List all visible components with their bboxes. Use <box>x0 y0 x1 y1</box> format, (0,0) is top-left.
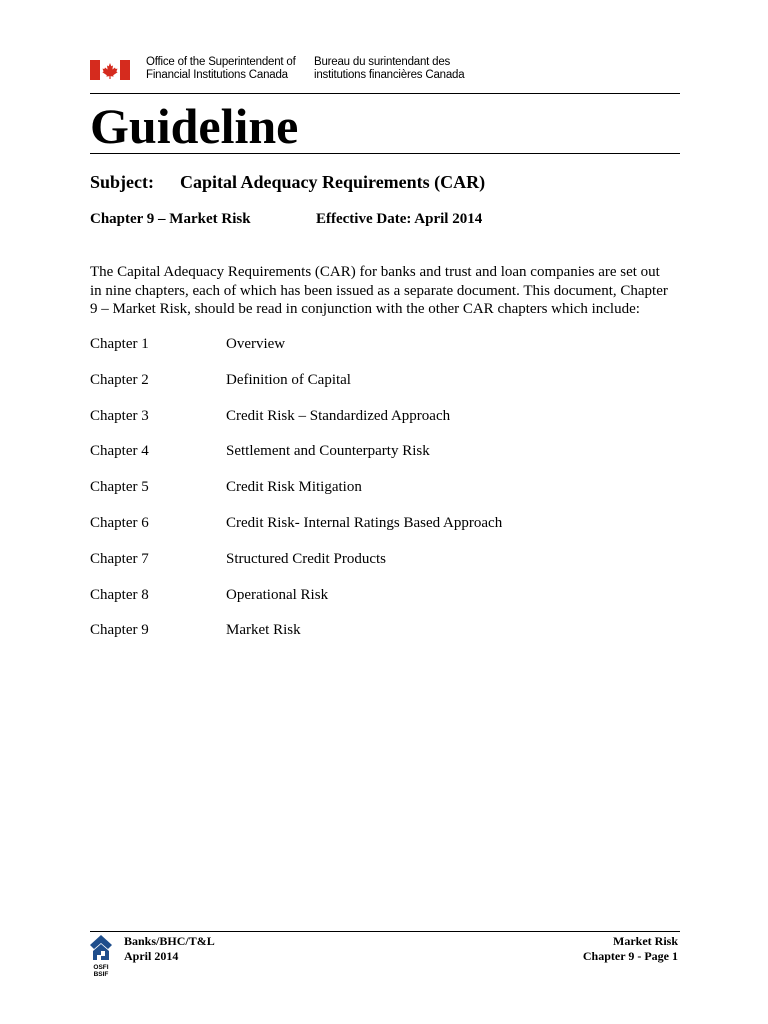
agency-name-french-line1: Bureau du surintendant des <box>314 56 451 68</box>
intro-paragraph <box>90 263 690 319</box>
chapter-list-item <box>90 408 690 444</box>
agency-name-french <box>314 56 464 82</box>
footer-date: April 2014 <box>124 949 179 963</box>
chapter-list-item <box>90 443 690 479</box>
title-divider <box>90 153 680 154</box>
chapter-number: Chapter 9 <box>90 622 149 639</box>
chapter-title: Market Risk <box>226 622 301 639</box>
chapter-number: Chapter 7 <box>90 550 149 567</box>
intro-line: The Capital Adequacy Requirements (CAR) for banks and trust and loan companies are set out <box>90 264 660 280</box>
footer-chapter-title: Market Risk <box>613 934 678 948</box>
chapter-number: Chapter 8 <box>90 586 149 603</box>
page-number: Chapter 9 - Page 1 <box>582 949 678 963</box>
agency-name-english-line2: Financial Institutions Canada <box>146 69 288 81</box>
chapter-list-item <box>90 479 690 515</box>
chapter-title: Operational Risk <box>226 586 329 603</box>
chapter-list <box>90 336 690 658</box>
chapter-list-item <box>90 515 690 551</box>
logo-text-bsif: BSIF <box>93 971 109 978</box>
chapter-title: Credit Risk Mitigation <box>226 479 362 496</box>
footer-divider <box>90 931 680 932</box>
canada-flag-icon <box>90 60 130 80</box>
chapter-list-item <box>90 622 690 658</box>
chapter-title: Definition of Capital <box>226 371 351 388</box>
chapter-number: Chapter 6 <box>90 514 149 531</box>
intro-line: in nine chapters, each of which has been issued as a separate document. This document, Chapter <box>90 282 668 299</box>
header-divider <box>90 93 680 94</box>
chapter-title: Credit Risk – Standardized Approach <box>226 407 451 424</box>
effective-date: Effective Date: April 2014 <box>316 211 483 227</box>
document-title: Guideline <box>90 98 299 154</box>
chapter-title: Settlement and Counterparty Risk <box>226 443 430 460</box>
chapter-number: Chapter 2 <box>90 371 149 388</box>
chapter-title: Overview <box>226 336 286 352</box>
chapter-number: Chapter 3 <box>90 407 149 424</box>
agency-name-english-line1: Office of the Superintendent of <box>146 56 296 68</box>
agency-name-french-line2: institutions financières Canada <box>314 69 465 81</box>
footer-audience: Banks/BHC/T&L <box>124 934 215 948</box>
chapter-list-item <box>90 551 690 587</box>
chapter-list-item <box>90 336 690 372</box>
intro-line: 9 – Market Risk, should be read in conjunction with the other CAR chapters which include: <box>90 301 640 317</box>
agency-header <box>90 55 680 85</box>
footer-left <box>124 934 215 964</box>
chapter-number: Chapter 4 <box>90 443 149 460</box>
subject-label: Subject: <box>90 172 154 192</box>
chapter-list-item <box>90 372 690 408</box>
chapter-number: Chapter 5 <box>90 479 149 496</box>
chapter-number: Chapter 1 <box>90 336 149 352</box>
chapter-label: Chapter 9 – Market Risk <box>90 211 251 227</box>
osfi-logo-icon <box>88 933 114 979</box>
logo-text-osfi: OSFI <box>93 964 109 971</box>
chapter-title: Structured Credit Products <box>226 550 386 567</box>
agency-name-english <box>146 56 296 82</box>
subject-value: Capital Adequacy Requirements (CAR) <box>180 172 486 192</box>
chapter-title: Credit Risk- Internal Ratings Based Approach <box>226 514 503 531</box>
chapter-list-item <box>90 587 690 623</box>
footer-right <box>583 934 678 964</box>
